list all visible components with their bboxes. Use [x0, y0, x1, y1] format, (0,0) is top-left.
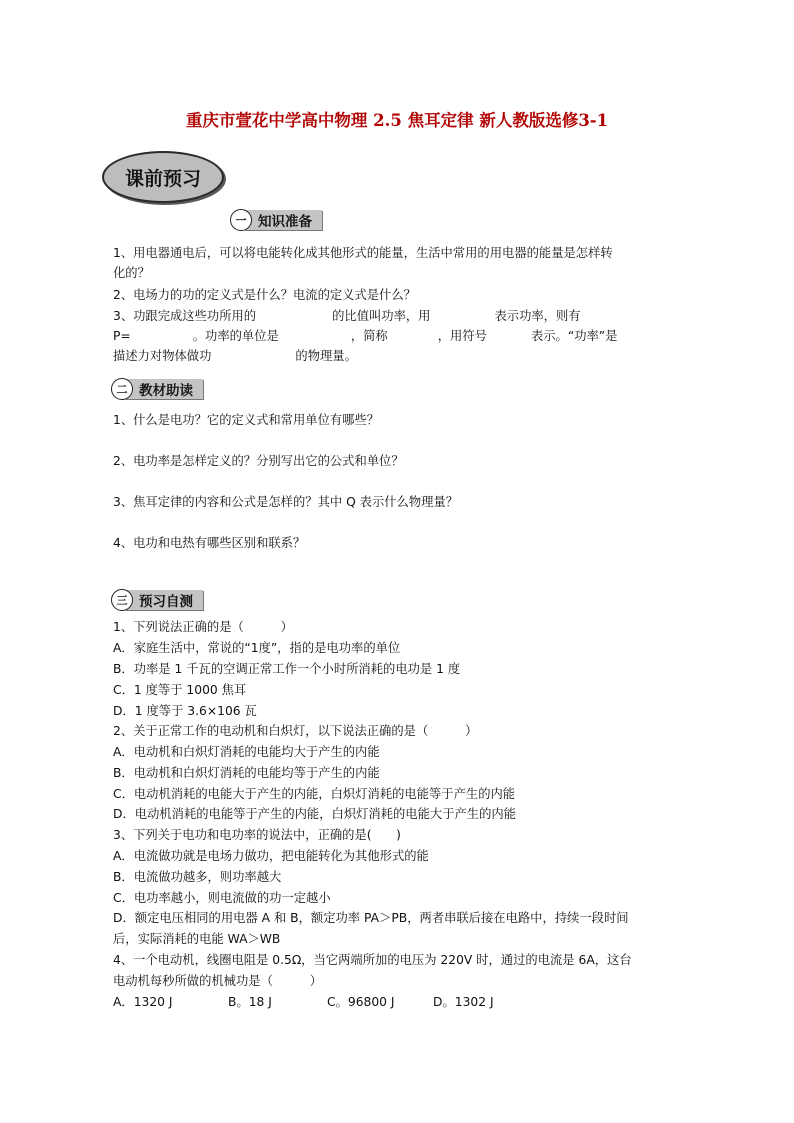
test-question-4: 4、一个电动机，线圈电阻是 0.5Ω，当它两端所加的电压为 220V 时，通过的电流是 6A，这台 — [113, 953, 632, 967]
prep-q3-text: 表示。“功率”是 — [530, 329, 618, 343]
section-number-badge: 一 — [230, 209, 252, 231]
section-title: 预习自测 — [125, 590, 203, 610]
prep-q3-text: 3、功跟完成这些功所用的 — [113, 309, 257, 323]
test-option: B．电流做功越多，则功率越大 — [113, 870, 282, 884]
test-option: B．功率是 1 千瓦的空调正常工作一个小时所消耗的电功是 1 度 — [113, 662, 461, 676]
test-question-3: 3、下列关于电功和电功率的说法中，正确的是( ) — [113, 828, 401, 842]
preview-badge: 课前预习 — [102, 151, 224, 203]
prep-question-1-cont: 化的？ — [113, 266, 150, 280]
test-option-b: B。18 J — [228, 995, 272, 1009]
section-title: 教材助读 — [125, 379, 203, 399]
section-self-test — [111, 589, 203, 611]
test-option: C．电动机消耗的电能大于产生的内能，白炽灯消耗的电能等于产生的内能 — [113, 787, 516, 801]
test-option: D．1 度等于 3.6×106 瓦 — [113, 704, 257, 718]
test-option-cont: 后，实际消耗的电能 WA＞WB — [113, 932, 281, 946]
prep-q3-text: 。功率的单位是 — [192, 329, 279, 343]
test-option-a: A．1320 J — [113, 995, 173, 1009]
test-option: B．电动机和白炽灯消耗的电能均等于产生的内能 — [113, 766, 380, 780]
prep-q3-text: ，用符号 — [437, 329, 487, 343]
document-title: 重庆市萱花中学高中物理 2.5 焦耳定律 新人教版选修3-1 — [185, 111, 609, 130]
test-question-4-cont: 电动机每秒所做的机械功是（ ） — [113, 974, 323, 988]
test-options-row — [113, 994, 494, 1010]
test-option: D．额定电压相同的用电器 A 和 B，额定功率 PA＞PB，两者串联后接在电路中，持续一段时间 — [113, 911, 629, 925]
test-option: C．1 度等于 1000 焦耳 — [113, 683, 247, 697]
prep-question-2: 2、电场力的功的定义式是什么？电流的定义式是什么？ — [113, 288, 416, 302]
section-knowledge-prep — [230, 209, 322, 231]
prep-question-1: 1、用电器通电后，可以将电能转化成其他形式的能量，生活中常用的用电器的能量是怎样转 — [113, 246, 613, 260]
guide-question-3: 3、焦耳定律的内容和公式是怎样的？其中 Q 表示什么物理量？ — [113, 495, 459, 509]
prep-q3-text: P= — [113, 329, 131, 343]
prep-q3-text: ，简称 — [350, 329, 388, 343]
section-textbook-guide — [111, 378, 203, 400]
prep-question-3 — [113, 308, 581, 324]
section-title: 知识准备 — [244, 210, 322, 230]
section-number-badge: 三 — [111, 589, 133, 611]
test-question-1: 1、下列说法正确的是（ ） — [113, 620, 293, 634]
test-option: C．电功率越小，则电流做的功一定越小 — [113, 891, 331, 905]
test-option: A．电流做功就是电场力做功，把电能转化为其他形式的能 — [113, 849, 429, 863]
guide-question-4: 4、电功和电热有哪些区别和联系？ — [113, 536, 306, 550]
prep-q3-text: 描述力对物体做功 — [113, 349, 212, 363]
test-option: A．电动机和白炽灯消耗的电能均大于产生的内能 — [113, 745, 380, 759]
prep-q3-text: 表示功率，则有 — [494, 309, 581, 323]
test-option: A．家庭生活中，常说的“1度”，指的是电功率的单位 — [113, 641, 401, 655]
prep-q3-text: 的物理量。 — [295, 349, 357, 363]
test-option-c: C。96800 J — [327, 995, 395, 1009]
test-option: D．电动机消耗的电能等于产生的内能，白炽灯消耗的电能大于产生的内能 — [113, 807, 516, 821]
prep-question-3-cont — [113, 328, 617, 344]
guide-question-2: 2、电功率是怎样定义的？分别写出它的公式和单位？ — [113, 454, 404, 468]
test-question-2: 2、关于正常工作的电动机和白炽灯，以下说法正确的是（ ） — [113, 724, 478, 738]
guide-question-1: 1、什么是电功？它的定义式和常用单位有哪些？ — [113, 413, 380, 427]
prep-q3-text: 的比值叫功率，用 — [332, 309, 431, 323]
prep-question-3-cont2 — [113, 348, 357, 364]
section-number-badge: 二 — [111, 378, 133, 400]
test-option-d: D。1302 J — [433, 995, 494, 1009]
